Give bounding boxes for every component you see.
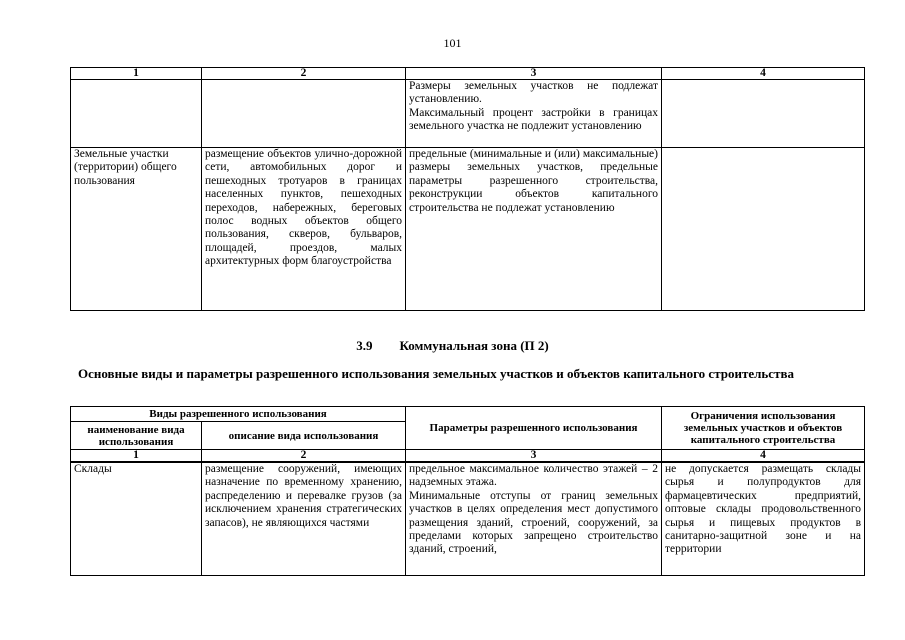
- table-cell: Склады: [71, 462, 202, 576]
- table-row: [71, 148, 865, 311]
- page-number: 101: [443, 36, 462, 50]
- header-usage-name: наименование вида использования: [71, 422, 202, 450]
- header-restrictions: Ограничения использования земельных участков и объектов капитального строительства: [662, 407, 865, 450]
- table-cell: не допускается размещать склады сырья и полупродуктов для фармацевтических предприятий, оптовые склады продовольственного сырья и пищевых продуктов в санитарно-защитной зоне и на территории: [662, 462, 865, 576]
- column-number: 3: [406, 68, 662, 80]
- zone-heading-number: 3.9: [356, 338, 373, 353]
- column-number: 2: [202, 68, 406, 80]
- table-cell: [71, 80, 202, 148]
- column-number: 4: [662, 450, 865, 463]
- table-cell: размещение объектов улично-дорожной сети, автомобильных дорог и пешеходных тротуаров в границах населенных пунктов, пешеходных переходов, набережных, береговых полос водных объектов общего пользования, скверов, бульваров, площадей, проездов, малых архитектурных форм благоустройства: [202, 148, 406, 311]
- table-cell: [662, 148, 865, 311]
- column-number: 1: [71, 450, 202, 463]
- table-cell: [202, 80, 406, 148]
- column-number: 3: [406, 450, 662, 463]
- column-number-row: [71, 68, 865, 80]
- table-row: [71, 462, 865, 576]
- table-row: [71, 80, 865, 148]
- column-number: 4: [662, 68, 865, 80]
- table-cell: предельное максимальное количество этажей – 2 надземных этажа. Минимальные отступы от границ земельных участков в целях определения мест допустимого размещения зданий, строений, сооружений, за пределами которых запрещено строительство зданий, строений,: [406, 462, 662, 576]
- column-number-row: [71, 450, 865, 463]
- zone-table-continued: [70, 67, 865, 311]
- column-number: 1: [71, 68, 202, 80]
- table-cell: предельные (минимальные и (или) максимальные) размеры земельных участков, предельные параметры разрешенного строительства, реконструкции объектов капитального строительства не подлежат установлению: [406, 148, 662, 311]
- header-parameters: Параметры разрешенного использования: [406, 407, 662, 450]
- table-header-row: [71, 407, 865, 422]
- table-cell: Земельные участки (территории) общего пользования: [71, 148, 202, 311]
- header-usage-types: Виды разрешенного использования: [71, 407, 406, 422]
- table-cell: Размеры земельных участков не подлежат установлению. Максимальный процент застройки в границах земельного участка не подлежит установлению: [406, 80, 662, 148]
- section-title: Основные виды и параметры разрешенного использования земельных участков и объектов капитального строительства: [78, 366, 794, 381]
- column-number: 2: [202, 450, 406, 463]
- zone-heading: [0, 338, 905, 354]
- table-cell: [662, 80, 865, 148]
- table-cell: размещение сооружений, имеющих назначение по временному хранению, распределению и перевалке грузов (за исключением хранения стратегических запасов), не являющихся частями: [202, 462, 406, 576]
- zone-heading-title: Коммунальная зона (П 2): [399, 338, 549, 353]
- header-usage-description: описание вида использования: [202, 422, 406, 450]
- zone-usage-table: [70, 406, 865, 576]
